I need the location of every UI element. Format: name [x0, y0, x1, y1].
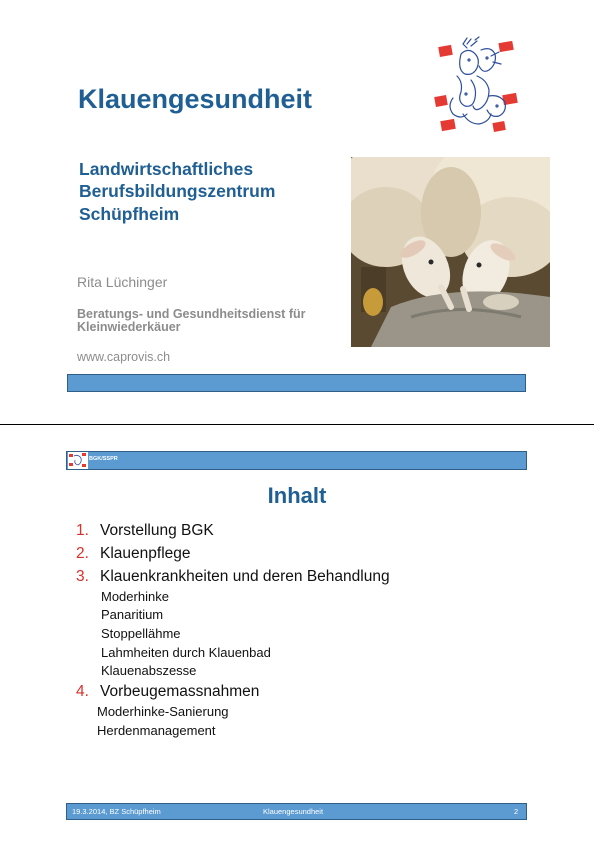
organization-line-2: Kleinwiederkäuer — [77, 320, 181, 334]
footer-date-location: 19.3.2014, BZ Schüpfheim — [72, 807, 161, 816]
slide-divider — [0, 424, 594, 425]
item-number: 4. — [76, 683, 89, 700]
organization-line-1: Beratungs- und Gesundheitsdienst für — [77, 307, 306, 321]
website-url: www.caprovis.ch — [77, 350, 171, 364]
footer-topic: Klauengesundheit — [263, 807, 324, 816]
slide1-subtitle-line-3: Schüpfheim — [79, 204, 180, 224]
subitem: Lahmheiten durch Klauenbad — [101, 645, 271, 660]
item-number: 1. — [76, 522, 89, 539]
subitem: Panaritium — [101, 607, 164, 622]
slide1-subtitle-line-1: Landwirtschaftliches — [79, 159, 254, 179]
slide2-title: Inhalt — [267, 483, 327, 508]
sheep-photo — [351, 157, 550, 347]
item-number: 3. — [76, 568, 89, 585]
subitem: Moderhinke-Sanierung — [97, 704, 229, 719]
slide1-subtitle-line-2: Berufsbildungszentrum — [79, 181, 276, 201]
author-name: Rita Lüchinger — [77, 274, 168, 290]
item-label: Vorbeugemassnahmen — [100, 683, 260, 700]
item-number: 2. — [76, 545, 89, 562]
item-label: Klauenkrankheiten und deren Behandlung — [100, 568, 390, 585]
subitem: Klauenabszesse — [101, 663, 197, 678]
slide2-header-bar — [66, 451, 527, 470]
bgk-animals-logo — [433, 36, 523, 136]
subitem: Herdenmanagement — [97, 723, 216, 738]
subitem: Moderhinke — [101, 589, 169, 604]
mini-logo-icon — [68, 452, 88, 469]
footer-page-number: 2 — [514, 807, 519, 816]
item-label: Klauenpflege — [100, 545, 191, 562]
slide2-header-label: BGK/SSPR — [89, 456, 118, 462]
slide1-title: Klauengesundheit — [78, 84, 313, 114]
slide1-footer-bar — [67, 374, 526, 392]
item-label: Vorstellung BGK — [100, 522, 214, 539]
subitem: Stoppellähme — [101, 626, 181, 641]
